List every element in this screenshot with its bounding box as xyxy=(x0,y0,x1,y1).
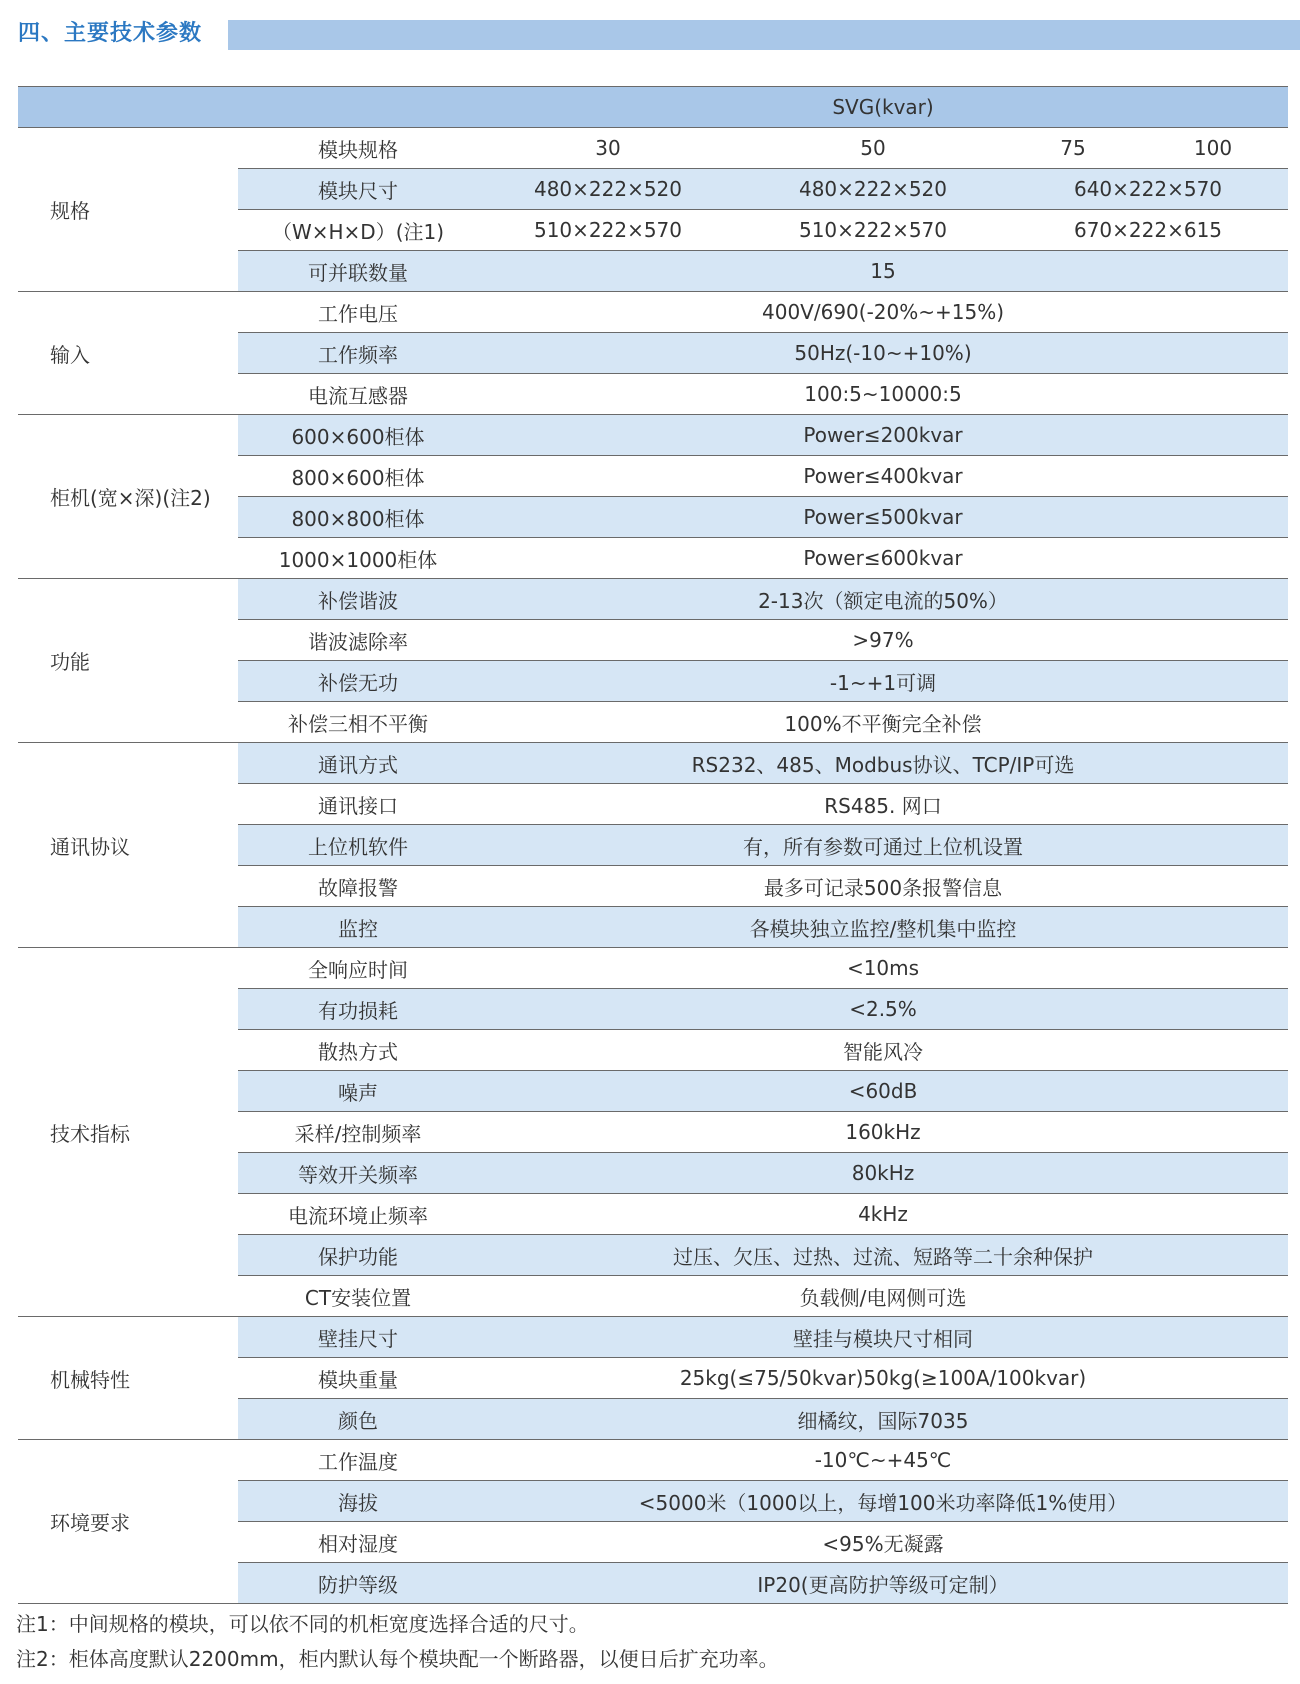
param-label: （W×H×D）(注1) xyxy=(238,210,478,251)
table-row xyxy=(18,948,1288,989)
table-row xyxy=(18,743,1288,784)
param-label: 模块尺寸 xyxy=(238,169,478,210)
value-cell: Power≤200kvar xyxy=(478,415,1288,456)
value-cell: 各模块独立监控/整机集中监控 xyxy=(478,907,1288,948)
value-cell: <2.5% xyxy=(478,989,1288,1030)
param-label: 噪声 xyxy=(238,1071,478,1112)
param-label: 全响应时间 xyxy=(238,948,478,989)
category-mech: 机械特性 xyxy=(18,1317,238,1440)
value-cell: 480×222×520 xyxy=(478,169,738,210)
value-cell: 有，所有参数可通过上位机设置 xyxy=(478,825,1288,866)
footnote-1: 注1：中间规格的模块，可以依不同的机柜宽度选择合适的尺寸。 xyxy=(16,1612,589,1636)
param-label: 补偿谐波 xyxy=(238,579,478,620)
value-cell: 30 xyxy=(478,128,738,169)
value-cell: 2-13次（额定电流的50%） xyxy=(478,579,1288,620)
param-label: 监控 xyxy=(238,907,478,948)
param-label: 模块规格 xyxy=(238,128,478,169)
value-cell: <5000米（1000以上，每增100米功率降低1%使用） xyxy=(478,1481,1288,1522)
value-cell: 25kg(≤75/50kvar)50kg(≥100A/100kvar) xyxy=(478,1358,1288,1399)
table-row xyxy=(18,292,1288,333)
param-label: 800×600柜体 xyxy=(238,456,478,497)
value-cell: -1~+1可调 xyxy=(478,661,1288,702)
value-cell: 壁挂与模块尺寸相同 xyxy=(478,1317,1288,1358)
value-cell: 640×222×570 xyxy=(1008,169,1288,210)
value-cell: 510×222×570 xyxy=(738,210,1008,251)
param-label: 壁挂尺寸 xyxy=(238,1317,478,1358)
param-label: 补偿无功 xyxy=(238,661,478,702)
value-cell: 80kHz xyxy=(478,1153,1288,1194)
table-row xyxy=(18,1317,1288,1358)
value-cell: 最多可记录500条报警信息 xyxy=(478,866,1288,907)
value-cell: Power≤600kvar xyxy=(478,538,1288,579)
table-row xyxy=(18,128,1288,169)
param-label: 散热方式 xyxy=(238,1030,478,1071)
header-svg-kvar: SVG(kvar) xyxy=(478,87,1288,128)
value-cell: 100%不平衡完全补偿 xyxy=(478,702,1288,743)
param-label: 通讯接口 xyxy=(238,784,478,825)
param-label: 采样/控制频率 xyxy=(238,1112,478,1153)
param-label: 电流环境止频率 xyxy=(238,1194,478,1235)
value-cell: 480×222×520 xyxy=(738,169,1008,210)
value-cell: Power≤400kvar xyxy=(478,456,1288,497)
value-cell: 75 xyxy=(1008,128,1138,169)
value-cell: 50 xyxy=(738,128,1008,169)
value-cell: -10℃~+45℃ xyxy=(478,1440,1288,1481)
param-label: 工作温度 xyxy=(238,1440,478,1481)
value-cell: >97% xyxy=(478,620,1288,661)
value-cell: Power≤500kvar xyxy=(478,497,1288,538)
param-label: CT安装位置 xyxy=(238,1276,478,1317)
value-cell: RS232、485、Modbus协议、TCP/IP可选 xyxy=(478,743,1288,784)
section-header xyxy=(18,14,1288,54)
param-label: 保护功能 xyxy=(238,1235,478,1276)
category-comm: 通讯协议 xyxy=(18,743,238,948)
category-input: 输入 xyxy=(18,292,238,415)
param-label: 谐波滤除率 xyxy=(238,620,478,661)
param-label: 电流互感器 xyxy=(238,374,478,415)
param-label: 上位机软件 xyxy=(238,825,478,866)
param-label: 有功损耗 xyxy=(238,989,478,1030)
value-cell: <10ms xyxy=(478,948,1288,989)
param-label: 工作频率 xyxy=(238,333,478,374)
value-cell: 400V/690(-20%~+15%) xyxy=(478,292,1288,333)
header-blank-cell xyxy=(18,87,478,128)
category-function: 功能 xyxy=(18,579,238,743)
param-label: 模块重量 xyxy=(238,1358,478,1399)
param-label: 补偿三相不平衡 xyxy=(238,702,478,743)
table-row xyxy=(18,579,1288,620)
param-label: 可并联数量 xyxy=(238,251,478,292)
category-env: 环境要求 xyxy=(18,1440,238,1604)
param-label: 通讯方式 xyxy=(238,743,478,784)
table-row xyxy=(18,1440,1288,1481)
value-cell: 670×222×615 xyxy=(1008,210,1288,251)
value-cell: 细橘纹，国际7035 xyxy=(478,1399,1288,1440)
value-cell: 100 xyxy=(1138,128,1288,169)
value-cell: 50Hz(-10~+10%) xyxy=(478,333,1288,374)
param-label: 故障报警 xyxy=(238,866,478,907)
category-tech: 技术指标 xyxy=(18,948,238,1317)
value-cell: 4kHz xyxy=(478,1194,1288,1235)
spec-table xyxy=(18,86,1288,1604)
value-cell: 100:5~10000:5 xyxy=(478,374,1288,415)
category-cabinet: 柜机(宽×深)(注2) xyxy=(18,415,238,579)
param-label: 600×600柜体 xyxy=(238,415,478,456)
param-label: 等效开关频率 xyxy=(238,1153,478,1194)
category-spec: 规格 xyxy=(18,128,238,292)
value-cell: 510×222×570 xyxy=(478,210,738,251)
value-cell: RS485. 网口 xyxy=(478,784,1288,825)
table-row xyxy=(18,415,1288,456)
table-header-row xyxy=(18,87,1288,128)
value-cell: <95%无凝露 xyxy=(478,1522,1288,1563)
value-cell: 智能风冷 xyxy=(478,1030,1288,1071)
section-title: 四、主要技术参数 xyxy=(18,21,203,46)
param-label: 800×800柜体 xyxy=(238,497,478,538)
value-cell: 15 xyxy=(478,251,1288,292)
value-cell: 负载侧/电网侧可选 xyxy=(478,1276,1288,1317)
param-label: 海拔 xyxy=(238,1481,478,1522)
param-label: 工作电压 xyxy=(238,292,478,333)
value-cell: 160kHz xyxy=(478,1112,1288,1153)
param-label: 防护等级 xyxy=(238,1563,478,1604)
param-label: 1000×1000柜体 xyxy=(238,538,478,579)
section-title-bar xyxy=(228,20,1300,50)
param-label: 颜色 xyxy=(238,1399,478,1440)
value-cell: <60dB xyxy=(478,1071,1288,1112)
value-cell: 过压、欠压、过热、过流、短路等二十余种保护 xyxy=(478,1235,1288,1276)
param-label: 相对湿度 xyxy=(238,1522,478,1563)
value-cell: IP20(更高防护等级可定制） xyxy=(478,1563,1288,1604)
footnote-2: 注2：柜体高度默认2200mm，柜内默认每个模块配一个断路器，以便日后扩充功率。 xyxy=(16,1647,779,1671)
